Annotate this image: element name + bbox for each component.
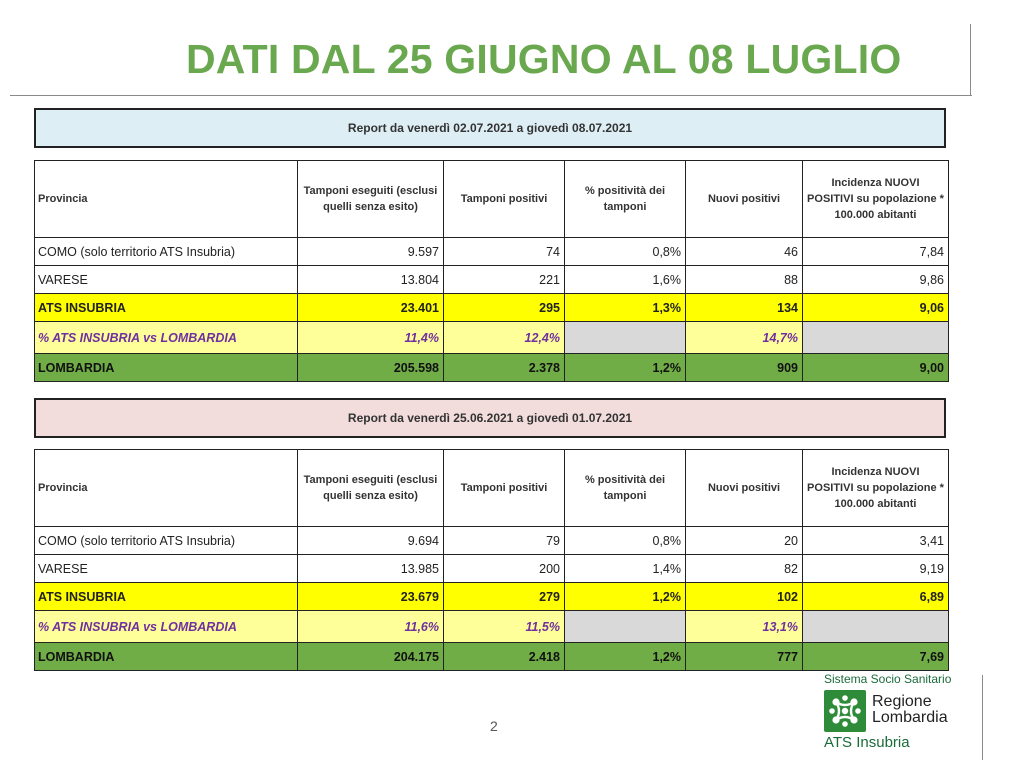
col-header-tamponi: Tamponi eseguiti (esclusi quelli senza esito) <box>298 161 444 238</box>
cell-name: LOMBARDIA <box>35 354 298 382</box>
cell-positivi: 200 <box>444 555 565 583</box>
col-header-perc: % positività dei tamponi <box>565 450 686 527</box>
table-row-ats-insubria <box>35 294 949 322</box>
page-number: 2 <box>490 718 498 734</box>
table-row-ats-insubria <box>35 583 949 611</box>
cell-perc: 1,2% <box>565 354 686 382</box>
cell-nuovi: 20 <box>686 527 803 555</box>
cell-incidenza: 9,06 <box>803 294 949 322</box>
report2-table <box>34 449 949 671</box>
cell-positivi: 2.378 <box>444 354 565 382</box>
table-row-lombardia <box>35 643 949 671</box>
cell-tamponi: 11,4% <box>298 322 444 354</box>
cell-perc: 1,2% <box>565 583 686 611</box>
cell-name: ATS INSUBRIA <box>35 583 298 611</box>
report2-header: Report da venerdì 25.06.2021 a giovedì 01.07.2021 <box>34 398 946 438</box>
regione-lombardia-rosa-camuna-icon <box>824 690 866 732</box>
cell-incidenza <box>803 322 949 354</box>
cell-positivi: 11,5% <box>444 611 565 643</box>
col-header-positivi: Tamponi positivi <box>444 161 565 238</box>
cell-nuovi: 134 <box>686 294 803 322</box>
cell-name: COMO (solo territorio ATS Insubria) <box>35 527 298 555</box>
col-header-nuovi: Nuovi positivi <box>686 161 803 238</box>
cell-nuovi: 909 <box>686 354 803 382</box>
table-row-pct-ats-vs-lombardia <box>35 322 949 354</box>
regione-lombardia-logo <box>820 670 990 760</box>
cell-perc: 1,6% <box>565 266 686 294</box>
logo-name <box>872 694 948 726</box>
cell-nuovi: 14,7% <box>686 322 803 354</box>
cell-tamponi: 204.175 <box>298 643 444 671</box>
cell-incidenza: 7,69 <box>803 643 949 671</box>
col-header-positivi: Tamponi positivi <box>444 450 565 527</box>
cell-name: VARESE <box>35 266 298 294</box>
cell-tamponi: 13.804 <box>298 266 444 294</box>
cell-perc: 0,8% <box>565 238 686 266</box>
cell-perc: 1,3% <box>565 294 686 322</box>
cell-tamponi: 9.597 <box>298 238 444 266</box>
cell-incidenza: 6,89 <box>803 583 949 611</box>
cell-tamponi: 13.985 <box>298 555 444 583</box>
cell-nuovi: 82 <box>686 555 803 583</box>
table-row-como <box>35 238 949 266</box>
cell-nuovi: 46 <box>686 238 803 266</box>
cell-tamponi: 23.401 <box>298 294 444 322</box>
cell-tamponi: 9.694 <box>298 527 444 555</box>
col-header-provincia: Provincia <box>35 161 298 238</box>
cell-positivi: 2.418 <box>444 643 565 671</box>
cell-tamponi: 23.679 <box>298 583 444 611</box>
cell-tamponi: 205.598 <box>298 354 444 382</box>
logo-name-line2: Lombardia <box>872 709 948 726</box>
cell-positivi: 295 <box>444 294 565 322</box>
table-row-como <box>35 527 949 555</box>
cell-name: % ATS INSUBRIA vs LOMBARDIA <box>35 611 298 643</box>
cell-incidenza: 7,84 <box>803 238 949 266</box>
cell-nuovi: 777 <box>686 643 803 671</box>
cell-name: VARESE <box>35 555 298 583</box>
logo-name-line1: Regione <box>872 693 932 710</box>
cell-name: LOMBARDIA <box>35 643 298 671</box>
cell-tamponi: 11,6% <box>298 611 444 643</box>
cell-perc <box>565 611 686 643</box>
col-header-tamponi: Tamponi eseguiti (esclusi quelli senza esito) <box>298 450 444 527</box>
title-vertical-line <box>970 24 971 96</box>
cell-positivi: 279 <box>444 583 565 611</box>
col-header-provincia: Provincia <box>35 450 298 527</box>
table-row-lombardia <box>35 354 949 382</box>
col-header-perc: % positività dei tamponi <box>565 161 686 238</box>
cell-name: % ATS INSUBRIA vs LOMBARDIA <box>35 322 298 354</box>
cell-incidenza: 9,00 <box>803 354 949 382</box>
title-underline <box>10 95 972 96</box>
table-header-row <box>35 450 949 527</box>
logo-vertical-line <box>982 675 983 760</box>
cell-positivi: 12,4% <box>444 322 565 354</box>
cell-nuovi: 13,1% <box>686 611 803 643</box>
cell-perc: 1,2% <box>565 643 686 671</box>
cell-nuovi: 102 <box>686 583 803 611</box>
report1-table <box>34 160 949 382</box>
cell-perc: 1,4% <box>565 555 686 583</box>
cell-positivi: 79 <box>444 527 565 555</box>
cell-nuovi: 88 <box>686 266 803 294</box>
table-header-row <box>35 161 949 238</box>
logo-sub-text: ATS Insubria <box>824 734 910 751</box>
cell-incidenza: 9,86 <box>803 266 949 294</box>
report1-header: Report da venerdì 02.07.2021 a giovedì 08.07.2021 <box>34 108 946 148</box>
table-row-varese <box>35 555 949 583</box>
cell-incidenza <box>803 611 949 643</box>
page-title: DATI DAL 25 GIUGNO AL 08 LUGLIO <box>186 36 902 82</box>
col-header-incidenza: Incidenza NUOVI POSITIVI su popolazione * 100.000 abitanti <box>803 450 949 527</box>
logo-top-text: Sistema Socio Sanitario <box>824 672 952 686</box>
cell-incidenza: 9,19 <box>803 555 949 583</box>
col-header-nuovi: Nuovi positivi <box>686 450 803 527</box>
cell-perc: 0,8% <box>565 527 686 555</box>
cell-perc <box>565 322 686 354</box>
cell-name: COMO (solo territorio ATS Insubria) <box>35 238 298 266</box>
cell-positivi: 74 <box>444 238 565 266</box>
table-row-pct-ats-vs-lombardia <box>35 611 949 643</box>
cell-incidenza: 3,41 <box>803 527 949 555</box>
cell-name: ATS INSUBRIA <box>35 294 298 322</box>
cell-positivi: 221 <box>444 266 565 294</box>
table-row-varese <box>35 266 949 294</box>
col-header-incidenza: Incidenza NUOVI POSITIVI su popolazione * 100.000 abitanti <box>803 161 949 238</box>
